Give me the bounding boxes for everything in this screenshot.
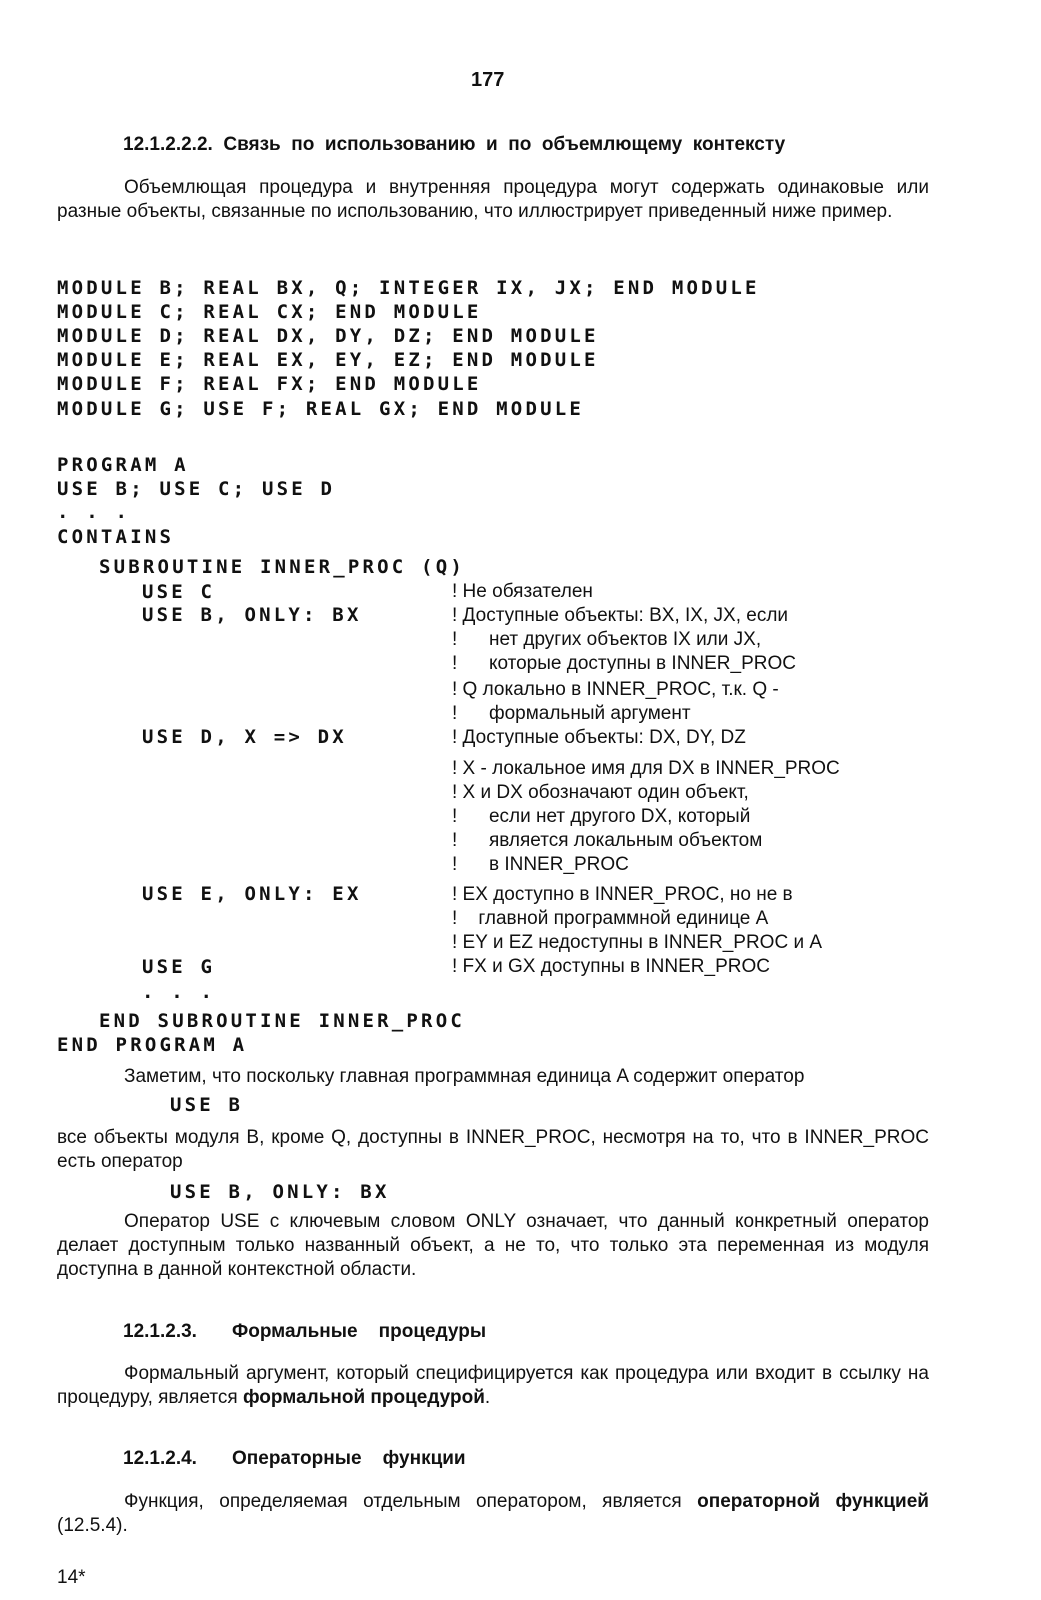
code-use-e-only: USE E, ONLY: EX — [142, 883, 362, 905]
formal-text: Формальный аргумент, который специфицируется как процедура или входит в ссылку на процедуру, является — [57, 1363, 929, 1408]
comment-line: ! Q локально в INNER_PROC, т.к. Q - — [452, 679, 779, 700]
statement-ref: (12.5.4). — [57, 1515, 128, 1536]
code-program-a: PROGRAM A — [57, 454, 189, 476]
code-use-c: USE C — [142, 581, 216, 603]
section-title-statement: Операторные функции — [232, 1448, 466, 1469]
note-paragraph-2: все объекты модуля B, кроме Q, доступны в INNER_PROC, несмотря на то, что в INNER_PROC есть оператор — [57, 1127, 929, 1172]
section-title-formal: Формальные процедуры — [232, 1321, 487, 1342]
comment-line: ! EY и EZ недоступны в INNER_PROC и A — [452, 932, 823, 953]
statement-text: Функция, определяемая отдельным оператором, является — [124, 1491, 698, 1512]
comment-line: ! X - локальное имя для DX в INNER_PROC — [452, 758, 840, 779]
code-subroutine: SUBROUTINE INNER_PROC (Q) — [99, 556, 465, 578]
intro-paragraph: Объемлющая процедура и внутренняя процедура могут содержать одинаковые или разные объекты, связанные по использованию, что иллюстрирует приведенный ниже пример. — [57, 177, 929, 222]
code-use-b-inline: USE B — [170, 1094, 244, 1116]
comment-line: ! Доступные объекты: DX, DY, DZ — [452, 727, 746, 748]
comment-line: ! нет других объектов IX или JX, — [452, 629, 762, 650]
comment-line: ! EX доступно в INNER_PROC, но не в — [452, 884, 793, 905]
code-line-module-f: MODULE F; REAL FX; END MODULE — [57, 373, 482, 395]
code-end-program: END PROGRAM A — [57, 1034, 248, 1056]
note-paragraph-1: Заметим, что поскольку главная программная единица A содержит оператор — [124, 1066, 805, 1087]
code-line-module-d: MODULE D; REAL DX, DY, DZ; END MODULE — [57, 325, 599, 347]
comment-line: ! X и DX обозначают один объект, — [452, 782, 749, 803]
code-line-module-b: MODULE B; REAL BX, Q; INTEGER IX, JX; END MODULE — [57, 277, 760, 299]
section-number-statement: 12.1.2.4. — [123, 1448, 197, 1469]
code-line-module-c: MODULE C; REAL CX; END MODULE — [57, 301, 482, 323]
comment-line: ! FX и GX доступны в INNER_PROC — [452, 956, 770, 977]
code-use-d-rename: USE D, X => DX — [142, 726, 347, 748]
section-number-formal: 12.1.2.3. — [123, 1321, 197, 1342]
comment-line: ! если нет другого DX, который — [452, 806, 751, 827]
comment-line: ! формальный аргумент — [452, 703, 691, 724]
code-contains: CONTAINS — [57, 526, 175, 548]
formal-punct: . — [484, 1387, 491, 1408]
comment-line: ! которые доступны в INNER_PROC — [452, 653, 796, 674]
code-ellipsis: . . . — [57, 501, 131, 523]
formal-procedures-paragraph — [57, 1362, 929, 1410]
code-line-module-e: MODULE E; REAL EX, EY, EZ; END MODULE — [57, 349, 599, 371]
code-end-subroutine: END SUBROUTINE INNER_PROC — [99, 1010, 465, 1032]
statement-term: операторной функцией — [697, 1491, 929, 1512]
code-use-bcd: USE B; USE C; USE D — [57, 478, 336, 500]
comment-line: ! Доступные объекты: BX, IX, JX, если — [452, 605, 789, 626]
section-heading: 12.1.2.2.2. Связь по использованию и по объемлющему контексту — [123, 134, 786, 155]
code-ellipsis-2: . . . — [142, 981, 216, 1003]
signature-mark: 14* — [57, 1567, 86, 1588]
comment-line: ! является локальным объектом — [452, 830, 763, 851]
page-number: 177 — [471, 69, 505, 91]
comment-line: ! главной программной единице A — [452, 908, 769, 929]
comment-line: ! в INNER_PROC — [452, 854, 629, 875]
code-use-g: USE G — [142, 956, 216, 978]
statement-functions-paragraph — [57, 1490, 929, 1538]
code-use-b-only-inline: USE B, ONLY: BX — [170, 1181, 390, 1203]
note-paragraph-3: Оператор USE с ключевым словом ONLY означает, что данный конкретный оператор делает доступным только названный объект, а не то, что только эта переменная из модуля доступна в данной контекстной области. — [57, 1211, 929, 1280]
formal-term: формальной процедурой — [242, 1387, 485, 1408]
code-use-b-only: USE B, ONLY: BX — [142, 604, 362, 626]
comment-line: ! Не обязателен — [452, 581, 593, 602]
code-line-module-g: MODULE G; USE F; REAL GX; END MODULE — [57, 398, 585, 420]
